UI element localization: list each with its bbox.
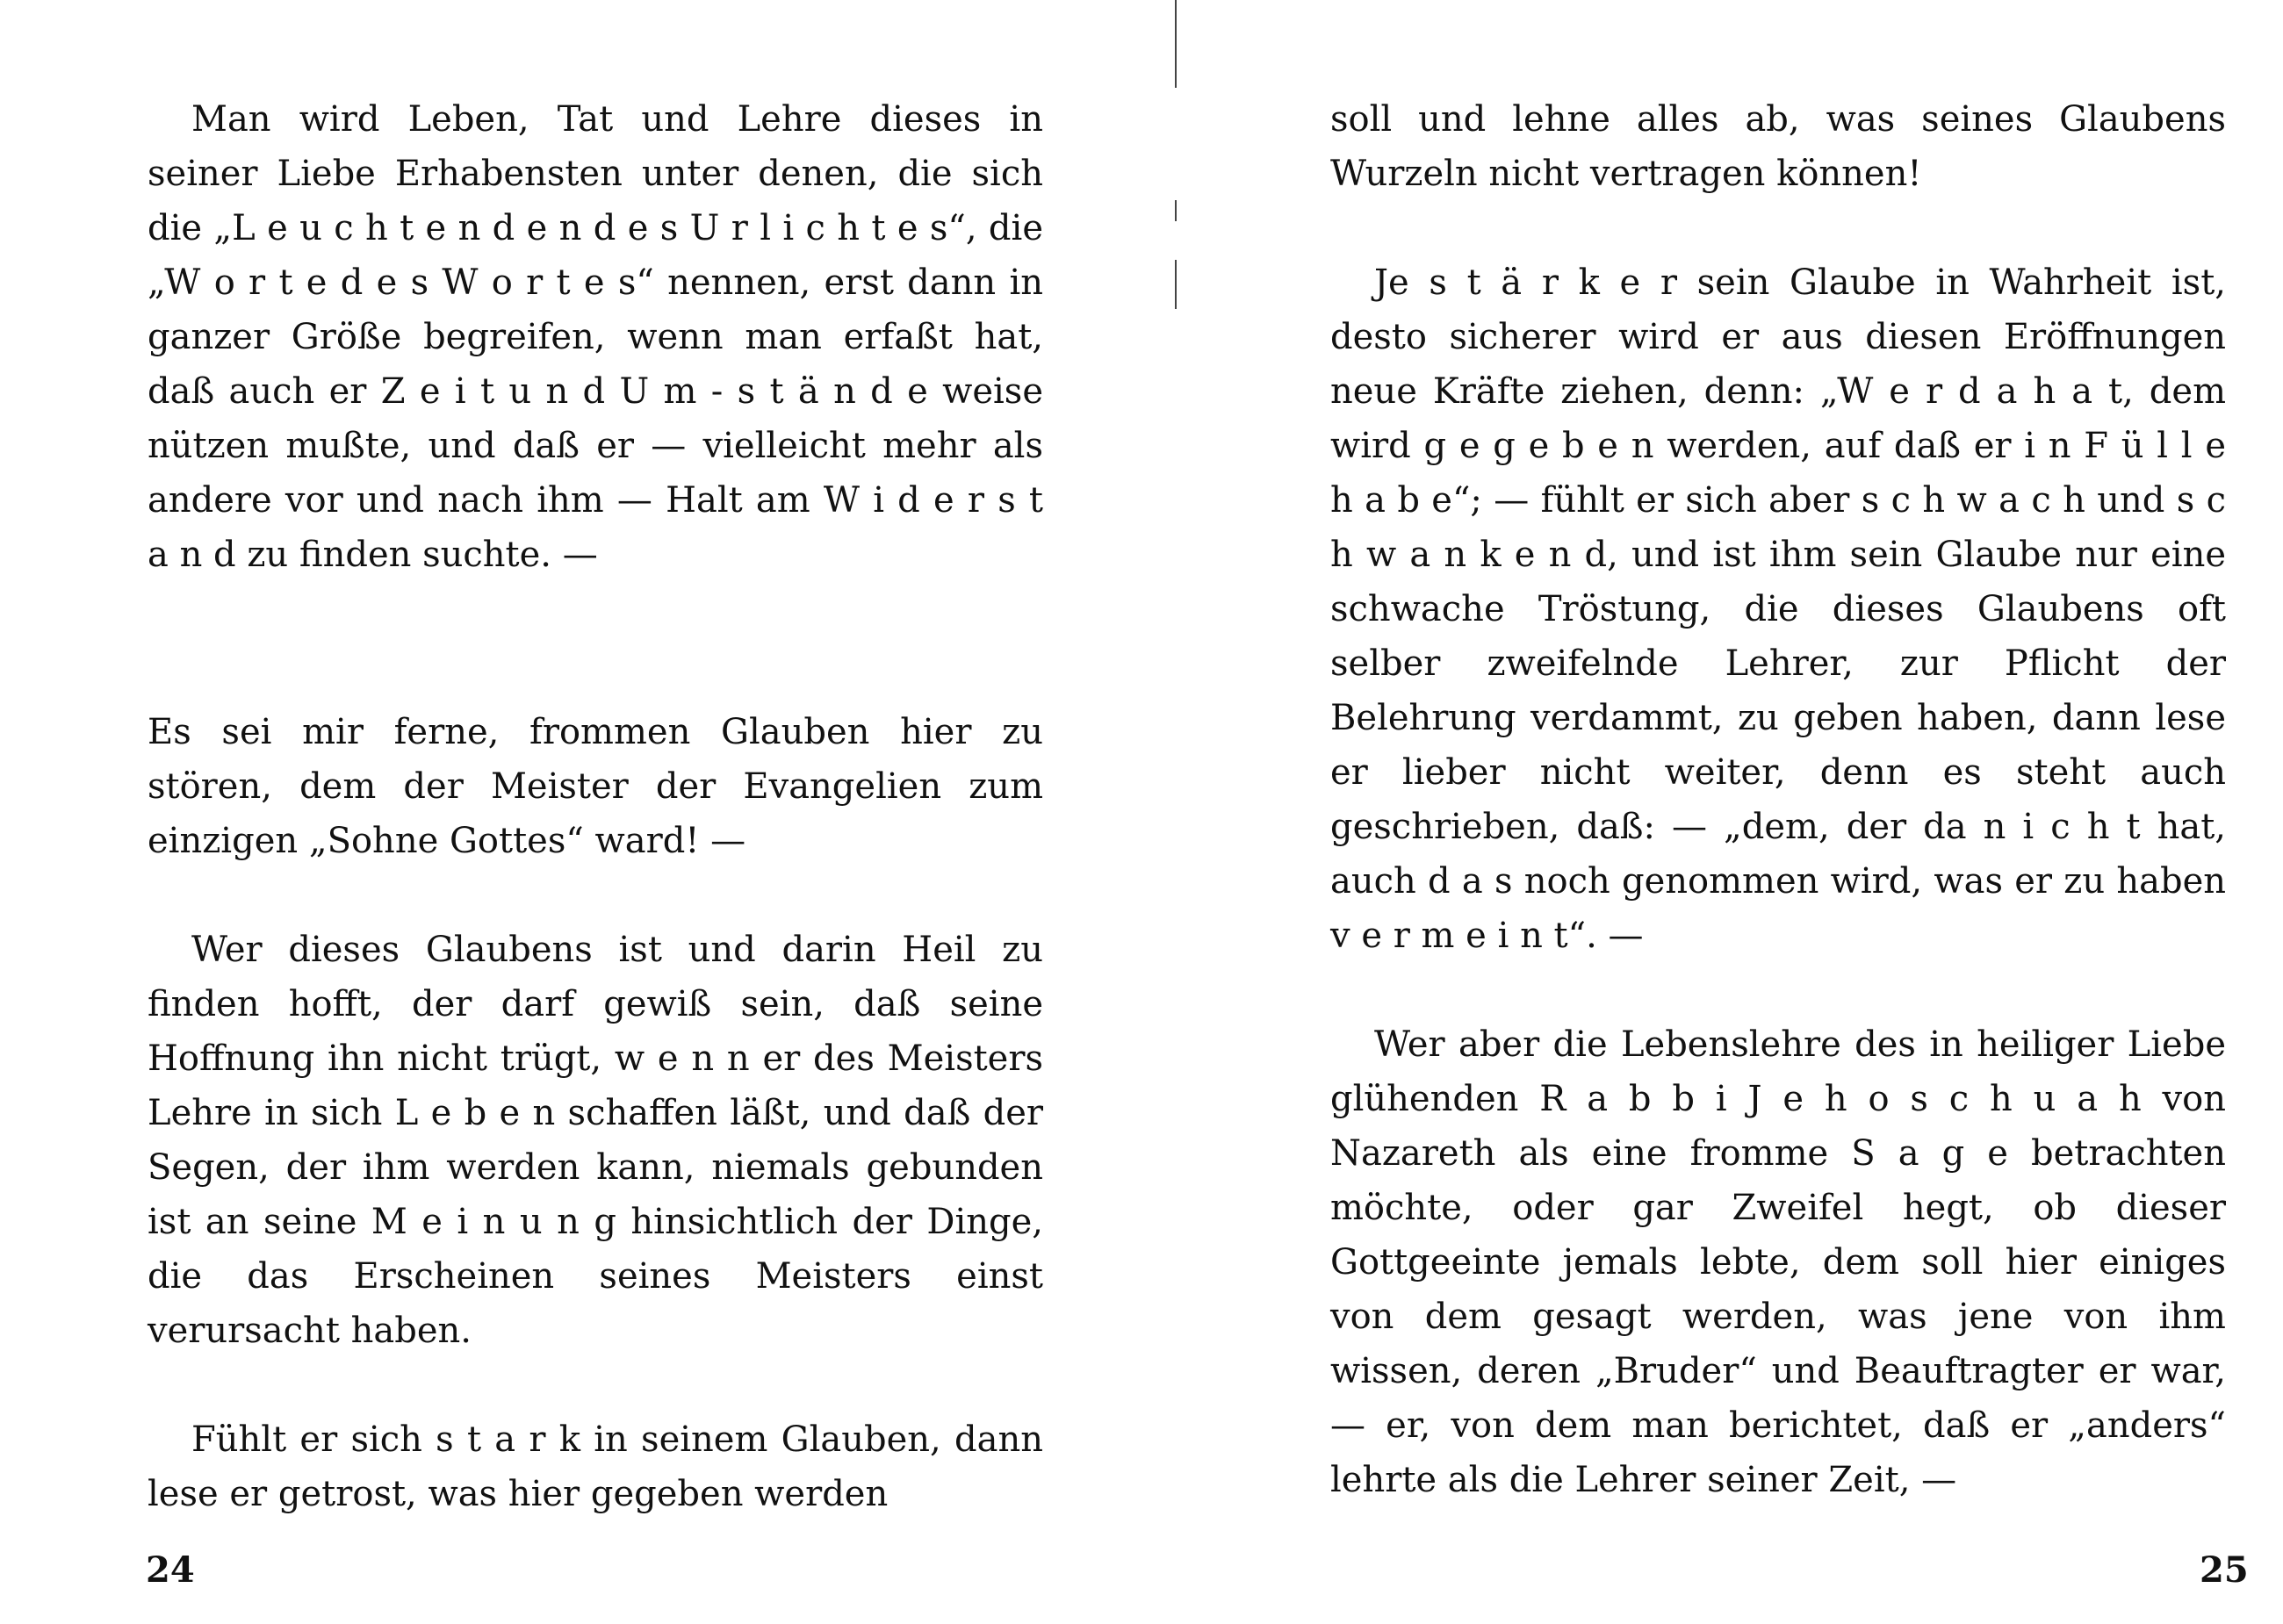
paragraph: Fühlt er sich s t a r k in seinem Glauben, dann lese er getrost, was hier gegeben werden: [148, 1419, 1043, 1514]
paragraph: Wer dieses Glaubens ist und darin Heil zu finden hofft, der darf gewiß sein, daß seine Hoffnung ihn nicht trügt, w e n n er des Meisters Lehre in sich L e b e n schaffen läßt, und daß der Segen, der ihm werden kann, niemals gebunden ist an seine M e i n u n g hinsichtlich der Dinge, die das Erscheinen seines Meisters einst verursacht haben.: [148, 930, 1043, 1351]
right-page: [1142, 0, 2283, 1624]
paragraph: Man wird Leben, Tat und Lehre dieses in seiner Liebe Erhabensten unter denen, die sich die „L e u c h t e n d e n d e s U r l i c h t e s“, die „W o r t e d e s W o r t e s“ nennen, erst dann in ganzer Größe begreifen, wenn man erfaßt hat, daß auch er Z e i t u n d U m - s t ä n d e weise nützen mußte, und daß er — vielleicht mehr als andere vor und nach ihm — Halt am W i d e r s t a n d zu finden suchte. —: [148, 99, 1043, 575]
page-number: 24: [146, 1549, 195, 1591]
paragraph: Wer aber die Lebenslehre des in heiliger Liebe glühenden R a b b i J e h o s c h u a h von Nazareth als eine fromme S a g e betrachten möchte, oder gar Zweifel hegt, ob dieser Gottgeeinte jemals lebte, dem soll hier einiges von dem gesagt werden, was jene von ihm wissen, deren „Bruder“ und Beauftragter er war, — er, von dem man berichtet, daß er „anders“ lehrte als die Lehrer seiner Zeit, —: [1330, 1024, 2226, 1500]
left-text-column: [148, 92, 1043, 1521]
paragraph: Es sei mir ferne, frommen Glauben hier zu stören, dem der Meister der Evangelien zum einzigen „Sohne Gottes“ ward! —: [148, 712, 1043, 861]
paragraph: Je s t ä r k e r sein Glaube in Wahrheit ist, desto sicherer wird er aus diesen Eröffnungen neue Kräfte ziehen, denn: „W e r d a h a t, dem wird g e g e b e n werden, auf daß er i n F ü l l e h a b e“; — fühlt er sich aber s c h w a c h und s c h w a n k e n d, und ist ihm sein Glaube nur eine schwache Tröstung, die dieses Glaubens oft selber zweifelnde Lehrer, zur Pflicht der Belehrung verdammt, zu geben haben, dann lese er lieber nicht weiter, denn es steht auch geschrieben, daß: — „dem, der da n i c h t hat, auch d a s noch genommen wird, was er zu haben v e r m e i n t“. —: [1330, 262, 2226, 956]
paragraph: soll und lehne alles ab, was seines Glaubens Wurzeln nicht vertragen können!: [1330, 99, 2226, 194]
page-number: 25: [2200, 1549, 2249, 1591]
right-text-column: [1330, 92, 2226, 1507]
